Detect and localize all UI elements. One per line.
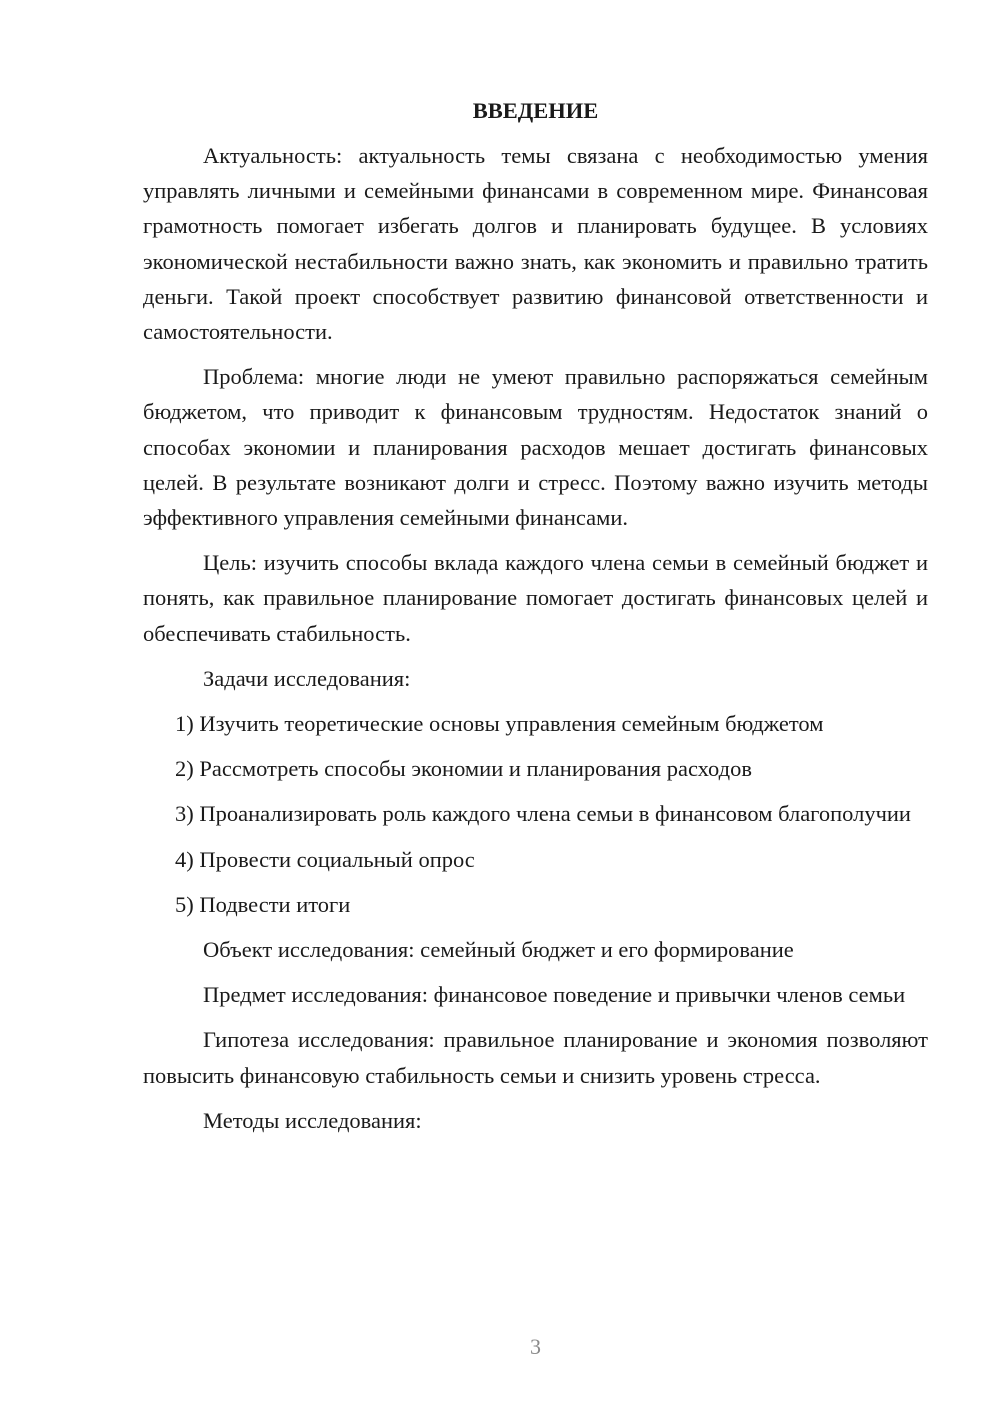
task-item-5: 5) Подвести итоги: [175, 891, 351, 917]
task-item-3: 3) Проанализировать роль каждого члена семьи в финансовом благополучии: [175, 801, 911, 827]
task-item-4: 4) Провести социальный опрос: [175, 846, 475, 872]
hypothesis-paragraph: Гипотеза исследования: правильное планирование и экономия позволяют повысить финансовую стабильность семьи и снизить уровень стресса.: [143, 1027, 928, 1088]
object-paragraph: Объект исследования: семейный бюджет и его формирование: [203, 937, 794, 963]
document-body: [143, 93, 928, 1148]
tasks-heading: Задачи исследования:: [203, 665, 411, 691]
problem-paragraph: Проблема: многие люди не умеют правильно распоряжаться семейным бюджетом, что приводит к финансовым трудностям. Недостаток знаний о способах экономии и планирования расходов мешает достигать финансовых целей. В результате возникают долги и стресс. Поэтому важно изучить методы эффективного управления семейными финансами.: [143, 364, 928, 531]
methods-heading: Методы исследования:: [203, 1107, 422, 1133]
section-title: ВВЕДЕНИЕ: [472, 98, 599, 123]
goal-paragraph: Цель: изучить способы вклада каждого члена семьи в семейный бюджет и понять, как правильное планирование помогает достигать финансовых целей и обеспечивать стабильность.: [143, 550, 928, 646]
page-number: 3: [530, 1334, 541, 1359]
task-item-2: 2) Рассмотреть способы экономии и планирования расходов: [175, 756, 752, 782]
relevance-paragraph: Актуальность: актуальность темы связана с необходимостью умения управлять личными и семейными финансами в современном мире. Финансовая грамотность помогает избегать долгов и планировать будущее. В условиях экономической нестабильности важно знать, как экономить и правильно тратить деньги. Такой проект способствует развитию финансовой ответственности и самостоятельности.: [143, 143, 928, 345]
subject-paragraph: Предмет исследования: финансовое поведение и привычки членов семьи: [203, 982, 906, 1008]
task-item-1: 1) Изучить теоретические основы управления семейным бюджетом: [175, 711, 824, 737]
